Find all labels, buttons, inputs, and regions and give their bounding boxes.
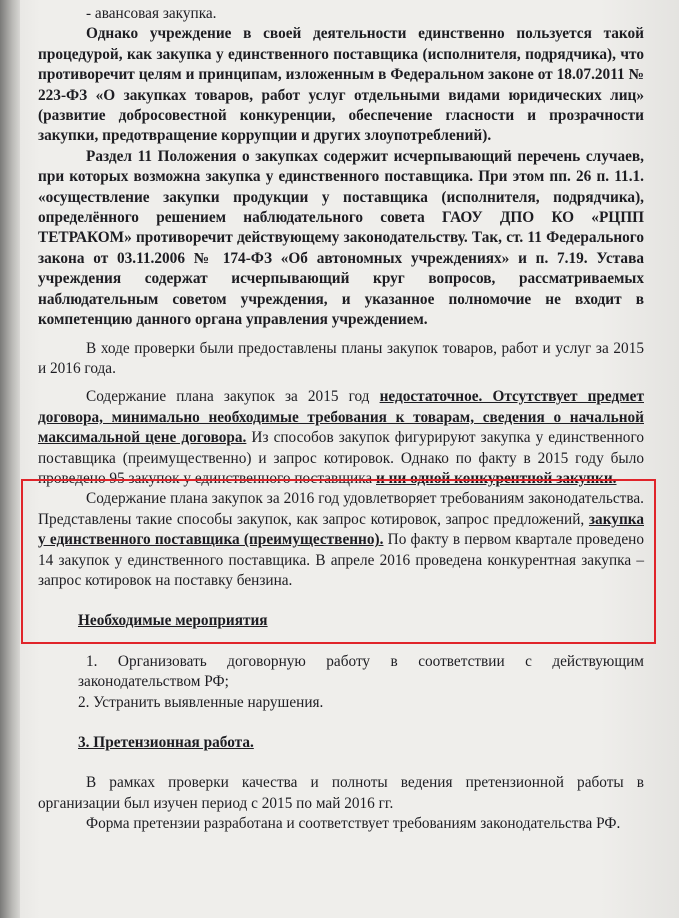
paragraph-2: Раздел 11 Положения о закупках содержит исчерпывающий перечень случаев, при которых возможна закупка у единственного поставщика. При этом пп. 26 п. 11.1. «осуществление закупки продукции у поставщика (исполнителя, подрядчика), определённого решением наблюдательного совета ГАОУ ДПО КО «РЦПП ТЕТРАКОМ» противоречит действующему законодательству. Так, ст. 11 Федерального закона от 03.11.2006 № 174-ФЗ «Об автономных учреждениях» и п. 7.19. Устава учреждения содержат исчерпывающий круг вопросов, рассматриваемых наблюдательным советом учреждения, и указанное полномочие не входит в компетенцию данного органа управления учреждением. — [38, 147, 644, 329]
paragraph-3: В ходе проверки были предоставлены планы закупок товаров, работ и услуг за 2015 и 2016 года. — [38, 339, 644, 377]
line-top: - авансовая закупка. — [86, 5, 217, 22]
paragraph-6: В рамках проверки качества и полноты ведения претензионной работы в организации был изучен период с 2015 по май 2016 гг. — [38, 774, 644, 812]
paragraph-5-a: Содержание плана закупок за 2016 год удовлетворяет требованиям законодательства. Представлены такие способы закупок, как запрос котировок, запрос предложений, — [38, 490, 644, 528]
paragraph-4-b: недостаточное. Отсутствует предмет договора, минимально необходимые требования к товарам, сведения о начальной максимальной цене договора. — [38, 388, 644, 447]
paragraph-5-b: закупка у единственного поставщика (преимущественно). — [38, 510, 644, 549]
list-item-2: 2. Устранить выявленные нарушения. — [78, 693, 324, 711]
paragraph-1: Однако учреждение в своей деятельности единственно пользуется такой процедурой, как закупка у единственного поставщика (исполнителя, подрядчика), что противоречит целям и принципам, изложенным в Федеральном законе от 18.07.2011 № 223-ФЗ «О закупках товаров, работ услуг отдельными видами юридических лиц» (развитие добросовестной конкуренции, обеспечение гласности и прозрачности закупки, предотвращение коррупции и других злоупотреблений). — [38, 25, 644, 145]
paragraph-4 — [38, 387, 644, 489]
heading-claims-work: 3. Претензионная работа. — [78, 734, 254, 751]
red-highlight-box — [21, 479, 656, 644]
paragraph-4-c: Из способов закупок фигурируют закупка у единственного поставщика (преимущественно) и запрос котировок. Однако по факту в 2015 году было проведено 95 закупок у единственного поставщика — [38, 429, 644, 487]
binding-edge — [0, 0, 20, 918]
paragraph-4-d: и ни одной конкурентной закупки. — [376, 469, 617, 487]
paragraph-4-a: Содержание плана закупок за 2015 год — [86, 388, 380, 406]
paragraph-7: Форма претензии разработана и соответствует требованиям законодательства РФ. — [86, 815, 621, 833]
heading-measures: Необходимые мероприятия — [78, 612, 268, 630]
document-body — [38, 4, 644, 835]
paragraph-5-c: По факту в первом квартале проведено 14 закупок у единственного поставщика. В апреле 2016 проведена конкурентная закупка – запрос котировок на поставку бензина. — [38, 531, 644, 589]
list-item-1: 1. Организовать договорную работу в соответствии с действующим законодательством РФ; — [78, 652, 644, 691]
